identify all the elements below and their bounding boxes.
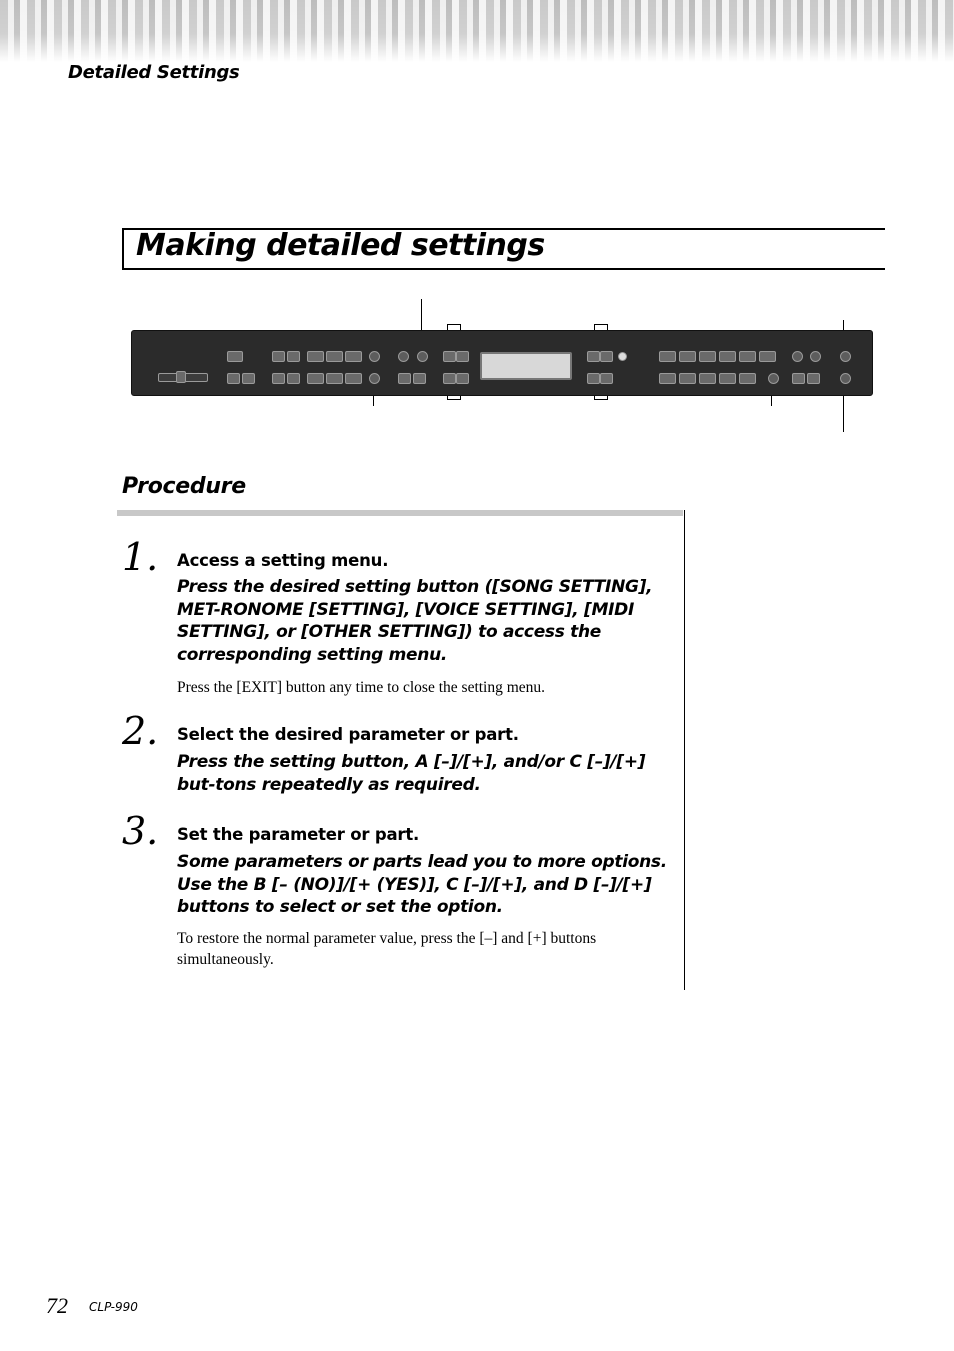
midi-setting-button	[840, 351, 851, 362]
d-plus-button	[600, 373, 613, 384]
panel-button	[413, 373, 426, 384]
b-minus-button	[443, 373, 456, 384]
step-description: Press the desired setting button ([SONG SETTING], MET-RONOME [SETTING], [VOICE SETTING], [MIDI SETTING], or [OTHER SETTING]) to access the corresponding setting menu.	[177, 577, 653, 665]
step-description: Press the setting button, A [–]/[+], and/or C [–]/[+] but-tons repeatedly as required.	[177, 752, 646, 795]
panel-button	[242, 373, 255, 384]
header-keyboard-strip	[0, 0, 954, 62]
procedure-divider	[684, 510, 685, 990]
panel-button	[307, 373, 324, 384]
panel-button	[326, 373, 343, 384]
c-minus-button	[587, 351, 600, 362]
panel-button	[792, 351, 803, 362]
section-rule-bottom	[122, 268, 885, 270]
power-icon	[618, 352, 627, 361]
panel-button	[272, 373, 285, 384]
step-number: 3.	[122, 809, 159, 853]
panel-button	[807, 373, 820, 384]
panel-button	[739, 351, 756, 362]
panel-button	[345, 373, 362, 384]
step-number: 1.	[122, 535, 159, 579]
model-name: CLP-990	[89, 1300, 138, 1314]
panel-button	[227, 373, 240, 384]
panel-button	[699, 373, 716, 384]
callout-bracket	[447, 324, 460, 325]
step-heading: Access a setting menu.	[177, 551, 389, 570]
page-number: 72	[46, 1293, 68, 1318]
a-minus-button	[443, 351, 456, 362]
d-minus-button	[587, 373, 600, 384]
song-setting-button	[369, 351, 380, 362]
panel-button	[679, 373, 696, 384]
procedure-title: Procedure	[122, 474, 246, 499]
panel-button	[699, 351, 716, 362]
a-plus-button	[456, 351, 469, 362]
header-title: Detailed Settings	[68, 62, 240, 83]
panel-button	[792, 373, 805, 384]
voice-setting-button	[768, 373, 779, 384]
c-plus-button	[600, 351, 613, 362]
panel-button	[398, 373, 411, 384]
step-description: Some parameters or parts lead you to more options. Use the B [– (NO)]/[+ (YES)], C [–]/[+], and D [–]/[+] buttons to select or set the option.	[177, 852, 667, 918]
metronome-setting-button	[417, 351, 428, 362]
step-note: Press the [EXIT] button any time to close the setting menu.	[177, 679, 546, 696]
step-number: 2.	[122, 709, 159, 753]
panel-button	[307, 351, 324, 362]
panel-button	[272, 351, 285, 362]
panel-button	[659, 351, 676, 362]
callout-bracket	[447, 399, 460, 400]
panel-button	[759, 351, 776, 362]
callout-bracket	[594, 324, 607, 325]
slider-knob	[176, 371, 186, 383]
panel-button	[739, 373, 756, 384]
panel-button	[345, 351, 362, 362]
b-plus-button	[456, 373, 469, 384]
section-title: Making detailed settings	[136, 228, 545, 263]
song-setting-button	[369, 373, 380, 384]
panel-button	[810, 351, 821, 362]
panel-button	[287, 373, 300, 384]
panel-button	[679, 351, 696, 362]
panel-button	[287, 351, 300, 362]
panel-button	[659, 373, 676, 384]
panel-button	[326, 351, 343, 362]
panel-button	[719, 351, 736, 362]
control-panel-illustration	[131, 330, 873, 396]
step-heading: Set the parameter or part.	[177, 825, 420, 844]
callout-bracket	[594, 399, 607, 400]
panel-button	[398, 351, 409, 362]
lcd-display	[480, 352, 572, 380]
step-note: To restore the normal parameter value, press the [–] and [+] buttons simultaneously.	[177, 930, 597, 968]
step-heading: Select the desired parameter or part.	[177, 725, 519, 744]
panel-button	[719, 373, 736, 384]
other-setting-button	[840, 373, 851, 384]
procedure-bar	[117, 510, 683, 516]
panel-button	[227, 351, 243, 362]
section-rule-left	[122, 228, 124, 270]
